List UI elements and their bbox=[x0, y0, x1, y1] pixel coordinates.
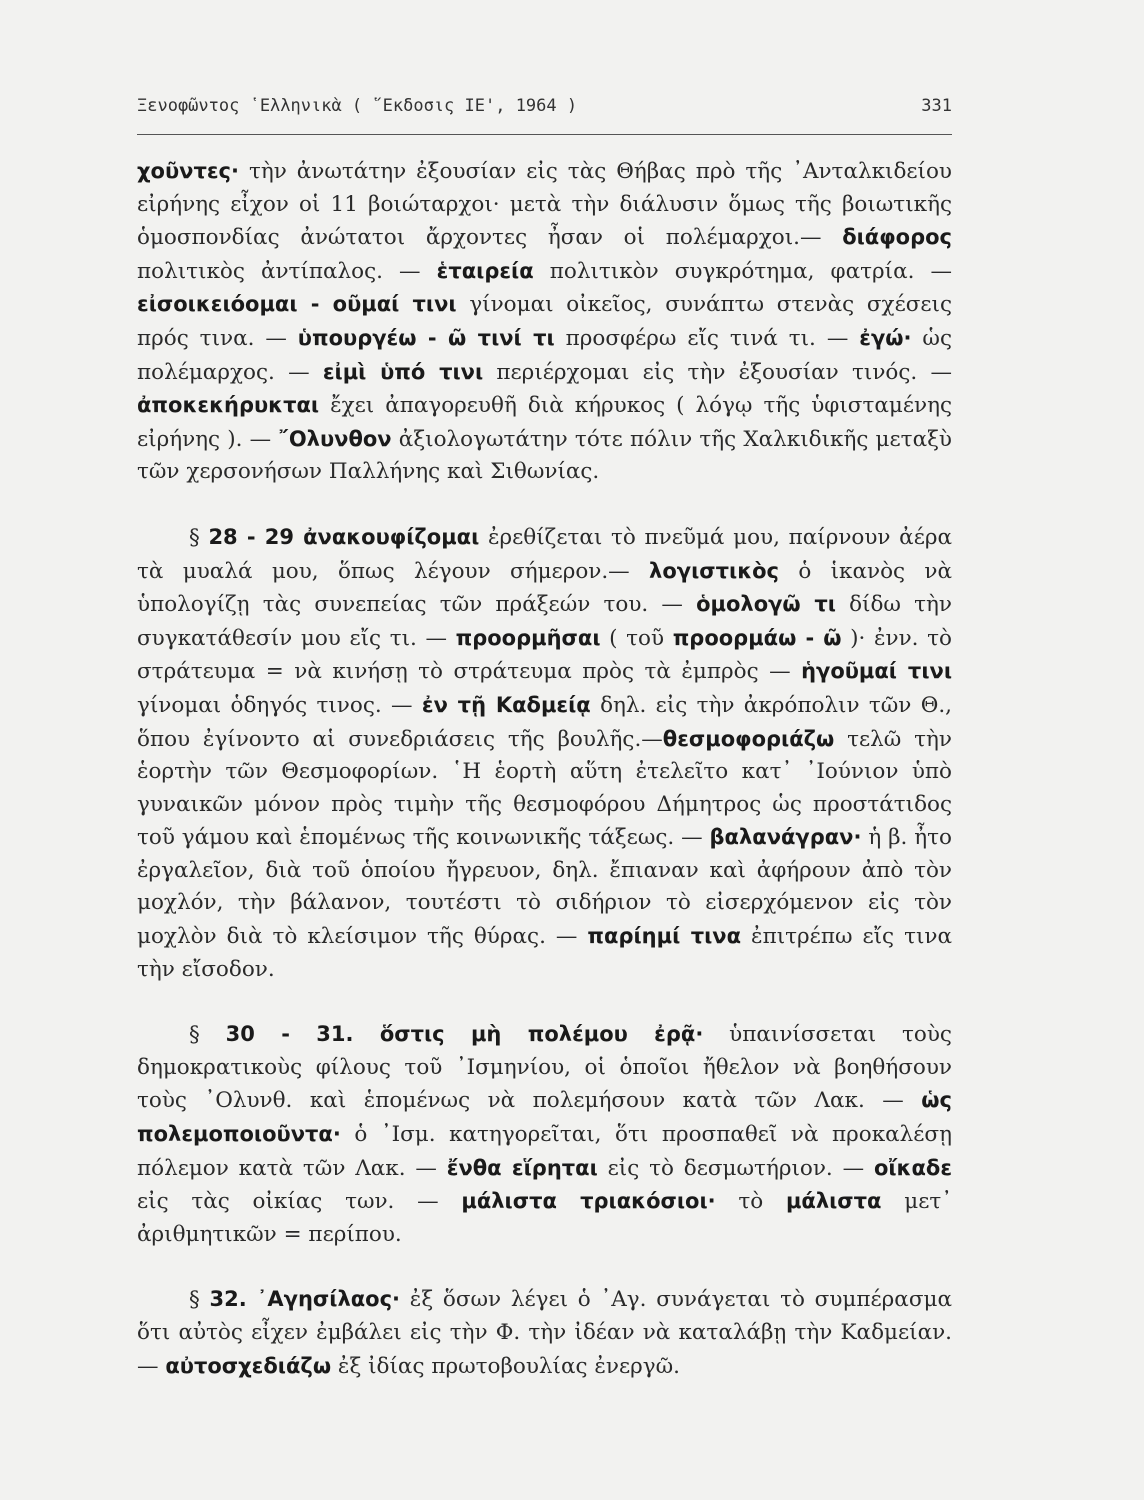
gloss-text: ἔχει ἀπαγορευθῆ διὰ κήρυκος ( λόγῳ τῆς ὑφισταμένης εἰρήνης ). — bbox=[137, 393, 952, 452]
gloss-text: ἐξ ὅσων λέγει ὁ ᾿Αγ. συνάγεται τὸ συμπέρασμα ὅτι αὐτὸς εἶχεν ἐμβάλει εἰς τὴν Φ. τὴν ἰδέαν νὰ καταλάβῃ τὴν Καδμείαν. — bbox=[137, 1287, 952, 1379]
lemma-term: ἐγώ· bbox=[859, 325, 912, 350]
lemma-term: εἰμὶ ὑπό τινι bbox=[322, 359, 484, 384]
gloss-text: γίνομαι ὁδηγός τινος. — bbox=[137, 692, 422, 718]
gloss-text: ὁ ᾿Ισμ. κατηγορεῖται, ὅτι προσπαθεῖ νὰ προκαλέσῃ πόλεμον κατὰ τῶν Λακ. — bbox=[137, 1122, 952, 1181]
lemma-term: ἡγοῦμαί τινι bbox=[801, 659, 953, 684]
lemma-term: προορμῆσαι bbox=[455, 625, 601, 650]
lemma-term: οἴκαδε bbox=[873, 1155, 953, 1180]
lemma-term: βαλανάγραν· bbox=[709, 825, 862, 850]
gloss-text: πολιτικὸν συγκρότημα, φατρία. — bbox=[533, 258, 952, 284]
lemma-term: εἰσοικειόομαι - οῦμαί τινι bbox=[137, 292, 457, 317]
gloss-text: εἰς τὰς οἰκίας των. — bbox=[137, 1189, 462, 1215]
lemma-term: αὐτοσχεδιάζω bbox=[165, 1353, 332, 1378]
lemma-term: μάλιστα bbox=[785, 1189, 882, 1214]
gloss-text: τὸ bbox=[715, 1189, 786, 1215]
gloss-text: § bbox=[189, 1287, 210, 1313]
gloss-text: ὁ ἱκανὸς νὰ ὑπολογίζῃ τὰς συνεπείας τῶν πράξεών του. — bbox=[137, 558, 953, 618]
lemma-term: ὁμολογῶ τι bbox=[696, 592, 836, 617]
gloss-text: προσφέρω εἴς τινά τι. — bbox=[554, 325, 860, 351]
gloss-text: εἰς τὸ δεσμωτήριον. — bbox=[597, 1155, 874, 1181]
lemma-term: 30 - 31. ὅστις μὴ πολέμου ἐρᾷ· bbox=[225, 1022, 704, 1047]
lemma-term: ὡς πολεμοποιοῦντα· bbox=[137, 1088, 952, 1147]
lemma-term: ὑπουργέω - ῶ τινί τι bbox=[297, 325, 555, 350]
gloss-text: ἐξ ἰδίας πρωτοβουλίας ἐνεργῶ. bbox=[331, 1353, 680, 1379]
paragraph bbox=[137, 1018, 952, 1251]
gloss-text: § bbox=[189, 524, 209, 550]
lemma-term: 32. ᾿Αγησίλαος· bbox=[209, 1287, 401, 1312]
gloss-text: μετ᾿ ἀριθμητικῶν = περίπου. bbox=[137, 1189, 952, 1247]
lemma-term: ἐν τῇ Καδμείᾳ bbox=[421, 692, 591, 717]
paragraph-gap bbox=[137, 986, 952, 1018]
gloss-text: δηλ. εἰς τὴν ἀκρόπολιν τῶν Θ., ὅπου ἐγίνοντο αἱ συνεδριάσεις τῆς βουλῆς.— bbox=[137, 692, 953, 752]
lemma-term: προορμάω - ῶ bbox=[672, 625, 842, 650]
lemma-term: θεσμοφοριάζω bbox=[662, 726, 835, 751]
paragraph bbox=[137, 155, 952, 489]
gloss-text: ἐρεθίζεται τὸ πνεῦμά μου, παίρνουν ἀέρα τὰ μυαλά μου, ὅπως λέγουν σήμερον.— bbox=[137, 524, 952, 584]
paragraph-gap bbox=[137, 1251, 952, 1283]
gloss-text: πολιτικὸς ἀντίπαλος. — bbox=[137, 258, 437, 284]
lemma-term: ἔνθα εἵρηται bbox=[446, 1155, 598, 1180]
page-number: 331 bbox=[921, 96, 952, 116]
lemma-term: διάφορος bbox=[842, 225, 952, 250]
lemma-term: ἀποκεκήρυκται bbox=[137, 393, 320, 418]
gloss-text: )· ἐνν. τὸ στράτευμα = νὰ κινήσῃ τὸ στράτευμα πρὸς τὰ ἐμπρὸς — bbox=[137, 625, 952, 685]
commentary-body bbox=[137, 155, 952, 1383]
running-header bbox=[137, 96, 952, 116]
gloss-text: ( τοῦ bbox=[600, 625, 673, 651]
gloss-text: τελῶ τὴν ἑορτὴν τῶν Θεσμοφορίων. ῾Η ἑορτὴ αὕτη ἐτελεῖτο κατ᾿ ᾿Ιούνιον ὑπὸ γυναικῶν μόνον πρὸς τιμὴν τῆς θεσμοφόρου Δήμητρος ὡς προστάτιδος τοῦ γάμου καὶ ἑπομένως τῆς κοινωνικῆς τάξεως. — bbox=[137, 726, 952, 851]
lemma-term: 28 - 29 ἀνακουφίζομαι bbox=[208, 524, 480, 549]
gloss-text: δίδω τὴν συγκατάθεσίν μου εἴς τι. — bbox=[137, 592, 952, 651]
running-title: Ξενοφῶντος ῾Ελληνικὰ ( ῞Εκδοσις ΙΕ', 1964 ) bbox=[137, 96, 578, 116]
paragraph-gap bbox=[137, 489, 952, 521]
lemma-term: ἑταιρεία bbox=[436, 258, 534, 283]
lemma-term: χοῦντες· bbox=[137, 159, 239, 183]
gloss-text: ὡς πολέμαρχος. — bbox=[137, 325, 952, 385]
gloss-text: § bbox=[189, 1022, 226, 1048]
gloss-text: ἐπιτρέπω εἴς τινα τὴν εἴσοδον. bbox=[137, 924, 952, 982]
paragraph bbox=[137, 1283, 952, 1383]
lemma-term: παρίημί τινα bbox=[587, 924, 742, 949]
lemma-term: μάλιστα τριακόσιοι· bbox=[461, 1189, 716, 1214]
gloss-text: ἡ β. ἦτο ἐργαλεῖον, διὰ τοῦ ὁποίου ἤγρευον, δηλ. ἔπιαναν καὶ ἀφήρουν ἀπὸ τὸν μοχλόν, τὴν βάλανον, τουτέστι τὸ σιδήριον τὸ εἰσερχόμενον εἰς τὸν μοχλὸν διὰ τὸ κλείσιμον τῆς θύρας. — bbox=[137, 825, 952, 950]
lemma-term: ῎Ολυνθον bbox=[278, 426, 392, 451]
gloss-text: ὑπαινίσσεται τοὺς δημοκρατικοὺς φίλους τοῦ ᾿Ισμηνίου, οἱ ὁποῖοι ἤθελον νὰ βοηθήσουν τοὺς ᾿Ολυνθ. καὶ ἑπομένως νὰ πολεμήσουν κατὰ τῶν Λακ. — bbox=[137, 1022, 952, 1114]
header-rule bbox=[137, 134, 952, 135]
gloss-text: τὴν ἀνωτάτην ἐξουσίαν εἰς τὰς Θήβας πρὸ τῆς ᾿Ανταλκιδείου εἰρήνης εἶχον οἱ 11 βοιώταρχοι· μετὰ τὴν διάλυσιν ὅμως τῆς βοιωτικῆς ὁμοσπονδίας ἀνώτατοι ἄρχοντες ἦσαν οἱ πολέμαρχοι.— bbox=[137, 159, 952, 251]
gloss-text: ἀξιολογωτάτην τότε πόλιν τῆς Χαλκιδικῆς μεταξὺ τῶν χερσονήσων Παλλήνης καὶ Σιθωνίας. bbox=[137, 426, 952, 485]
lemma-term: λογιστικὸς bbox=[649, 558, 779, 583]
paragraph bbox=[137, 521, 952, 986]
gloss-text: γίνομαι οἰκεῖος, συνάπτω στενὰς σχέσεις πρός τινα. — bbox=[137, 292, 952, 351]
gloss-text: περιέρχομαι εἰς τὴν ἐξουσίαν τινός. — bbox=[483, 359, 952, 385]
